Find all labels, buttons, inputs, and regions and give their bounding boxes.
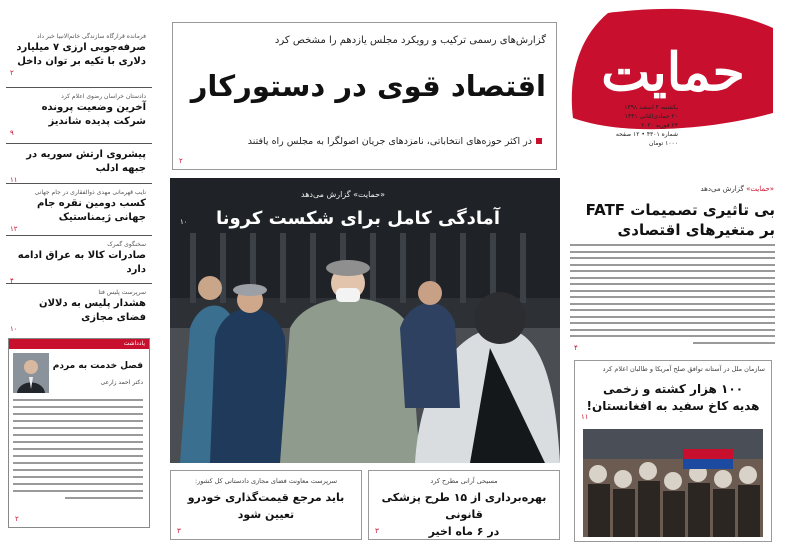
page-number: ۳: [177, 527, 181, 535]
car-pricing-story[interactable]: سرپرست معاونت فضای مجازی دادستانی کل کشور: باید مرجع قیمت‌گذاری خودرو تعیین شود ۳: [170, 470, 362, 540]
page-number: ۱۱: [581, 413, 589, 421]
opinion-column[interactable]: [8, 338, 150, 528]
page-number: ۲: [179, 157, 183, 165]
photo-headline: آمادگی کامل برای شکست کرونا: [215, 208, 500, 229]
page-number: ۲: [15, 515, 19, 523]
news-brief[interactable]: فرمانده قرارگاه سازندگی خاتم‌الانبیا خبر داد صرفه‌جویی ارزی ۷ میلیارد دلاری با تکیه بر توان داخل ۲: [6, 28, 152, 88]
news-brief[interactable]: دادستان خراسان رضوی اعلام کرد آخرین وضعیت پرونده شرکت پدیده شاندیز ۹: [6, 88, 152, 144]
news-brief[interactable]: پیشروی ارتش سوریه در جبهه ادلب ۱۱: [6, 144, 152, 184]
headline-subtitle: در اکثر حوزه‌های انتخاباتی، نامزدهای جریان اصولگرا به مجلس راه یافتند: [248, 136, 542, 147]
page-number: ۴: [574, 344, 578, 352]
dateline: یکشنبه ۴ اسفند ۱۳۹۸ ۲۰ جمادی‌الثانی ۱۴۴۱ ۲۳ فوریه ۲۰۲۰ شماره ۴۳۰۱ • ۱۲ صفحه ۱۰۰۰ تومان: [615, 104, 678, 147]
news-brief[interactable]: سخنگوی گمرک صادرات کالا به عراق ادامه دارد ۴: [6, 236, 152, 284]
fatf-body-text: [570, 244, 775, 344]
news-brief[interactable]: سرپرست پلیس فتا هشدار پلیس به دلالان فضای مجازی ۱۰: [10, 289, 146, 333]
main-headline-box[interactable]: [172, 22, 557, 170]
masthead: [568, 8, 778, 183]
svg-text:حمایت: حمایت: [601, 42, 745, 103]
fatf-headline[interactable]: بی تاثیری تصمیمات FATF بر متغیرهای اقتصادی: [585, 201, 775, 239]
opinion-label: یادداشت: [9, 339, 149, 349]
photo-kicker: «حمایت» گزارش می‌دهد: [301, 190, 385, 199]
opinion-title: فصل خدمت به مردم: [52, 361, 143, 371]
opinion-body-text: [13, 399, 143, 509]
forensic-medicine-story[interactable]: مسیحی آرانی مطرح کرد بهره‌برداری از ۱۵ طرح پزشکی قانونی در ۶ ماه اخیر ۳: [368, 470, 560, 540]
news-brief[interactable]: نایب قهرمانی مهدی ذوالفقاری در جام جهانی کسب دومین نقره جام جهانی ژیمناستیک ۱۲: [6, 184, 152, 236]
fatf-kicker: «حمایت» گزارش می‌دهد: [700, 185, 774, 193]
main-headline: اقتصاد قوی در دستورکار: [190, 69, 546, 103]
lead-photo[interactable]: [170, 178, 560, 463]
author-photo: [13, 353, 49, 393]
crowd-image: [583, 429, 763, 537]
headline-kicker: گزارش‌های رسمی ترکیب و رویکرد مجلس یازدهم را مشخص کرد: [274, 35, 546, 46]
afghanistan-story[interactable]: سازمان ملل در آستانه توافق صلح آمریکا و طالبان اعلام کرد ۱۰۰ هزار کشته و زخمی هدیه کاخ سفید به افغانستان! ۱۱: [574, 360, 772, 542]
page-number: ۱۰: [180, 218, 188, 226]
opinion-author: دکتر احمد زارعی: [100, 379, 143, 386]
page-number: ۳: [375, 527, 379, 535]
